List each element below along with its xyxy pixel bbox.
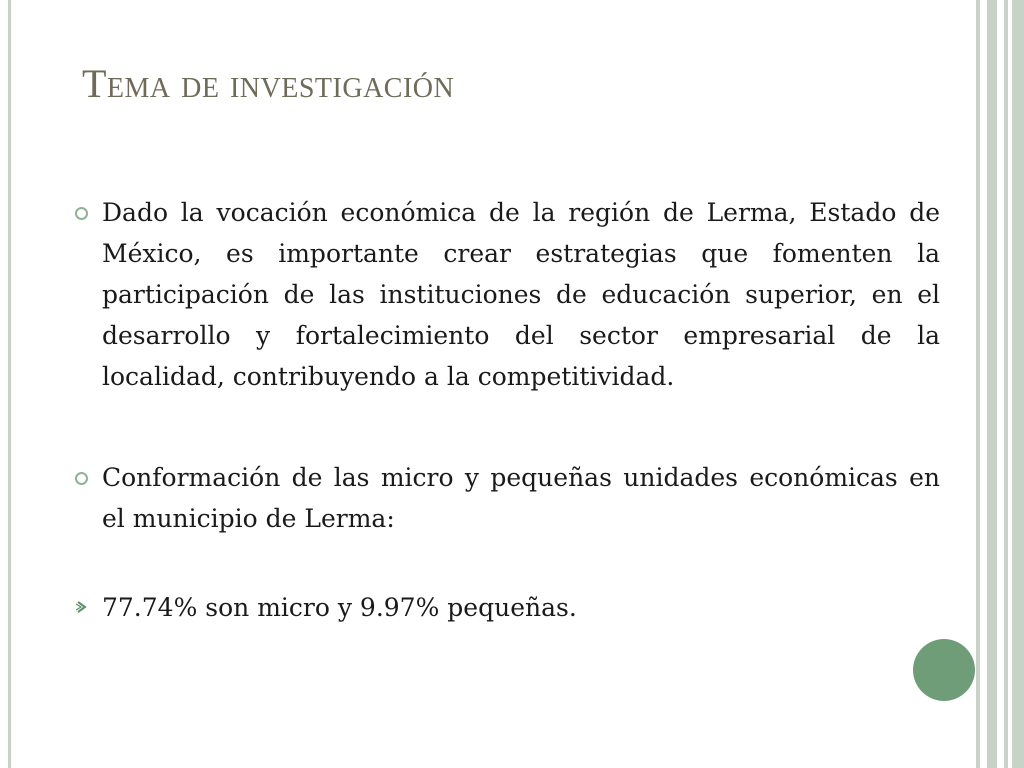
bullet-text: 77.74% son micro y 9.97% pequeñas. xyxy=(102,593,577,622)
arrow-bullet-icon xyxy=(76,601,88,613)
bullet-item xyxy=(72,587,940,628)
bullet-item xyxy=(72,457,940,539)
bullet-text: Conformación de las micro y pequeñas unidades económicas en el municipio de Lerma: xyxy=(102,463,940,533)
frame-line-right xyxy=(1004,0,1008,768)
circle-bullet-icon xyxy=(75,207,88,220)
bullet-text: Dado la vocación económica de la región de Lerma, Estado de México, es importante crear estrategias que fomenten la participación de las instituciones de educación superior, en el desarrollo y fortalecimiento del sector empresarial de la localidad, contribuyendo a la competitividad. xyxy=(102,198,940,391)
decorative-green-circle xyxy=(913,639,975,701)
bullet-item xyxy=(72,192,940,397)
frame-line-left xyxy=(8,0,11,768)
frame-line-right xyxy=(1012,0,1024,768)
frame-line-right xyxy=(987,0,997,768)
circle-bullet-icon xyxy=(75,472,88,485)
slide-title: Tema de investigación xyxy=(82,61,455,106)
slide-content xyxy=(72,192,940,628)
frame-line-right xyxy=(976,0,980,768)
